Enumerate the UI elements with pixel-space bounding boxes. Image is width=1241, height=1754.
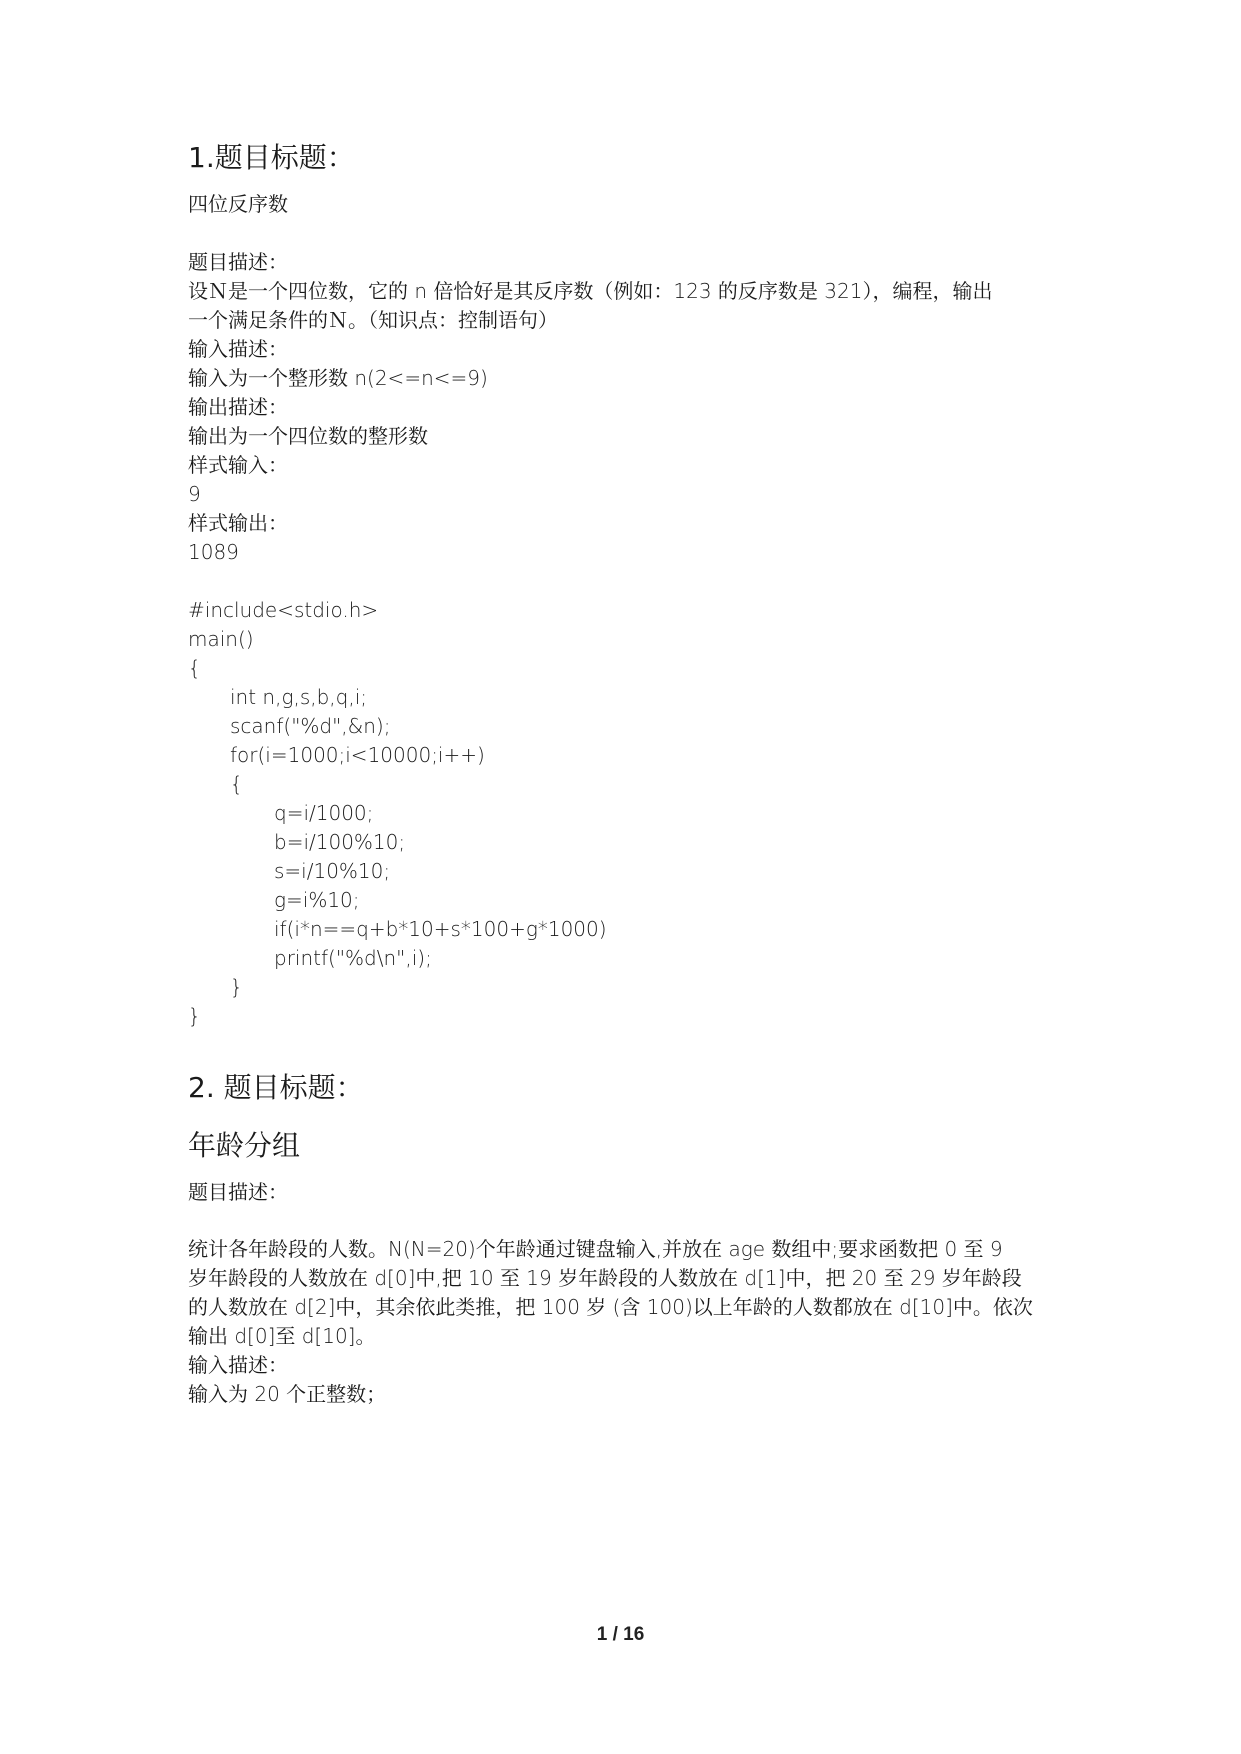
section-1-sample-input-label: 样式输入： bbox=[188, 453, 288, 477]
section-2-desc-line: 岁年龄段的人数放在 d[0]中,把 10 至 19 岁年龄段的人数放在 d[1]中，把 20 至 29 岁年龄段 bbox=[188, 1266, 1022, 1290]
section-1-input-text: 输入为一个整形数 n(2<=n<=9) bbox=[188, 366, 488, 390]
code-line: scanf("%d",&n); bbox=[230, 714, 391, 738]
section-1-sample-input: 9 bbox=[188, 482, 201, 506]
section-1-desc-line: 设Ｎ是一个四位数，它的 n 倍恰好是其反序数（例如：123 的反序数是 321），编程，输出 bbox=[188, 279, 993, 303]
page-number: 1 / 16 bbox=[596, 1624, 645, 1645]
code-line: printf("%d\n",i); bbox=[274, 946, 432, 970]
code-line: g=i%10; bbox=[274, 888, 360, 912]
section-1-sample-output: 1089 bbox=[188, 540, 239, 564]
code-line: for(i=1000;i<10000;i++) bbox=[230, 743, 485, 767]
code-line: s=i/10%10; bbox=[274, 859, 391, 883]
code-line: int n,g,s,b,q,i; bbox=[230, 685, 368, 709]
section-1-desc-label: 题目描述： bbox=[188, 250, 288, 274]
section-1-sample-output-label: 样式输出： bbox=[188, 511, 288, 535]
code-line: } bbox=[188, 1004, 201, 1028]
code-line: } bbox=[230, 975, 243, 999]
code-line: { bbox=[188, 656, 201, 680]
section-2-desc-line: 的人数放在 d[2]中，其余依此类推，把 100 岁 (含 100)以上年龄的人数都放在 d[10]中。依次 bbox=[188, 1295, 1033, 1319]
section-1-output-label: 输出描述： bbox=[188, 395, 288, 419]
section-1-input-label: 输入描述： bbox=[188, 337, 288, 361]
code-line: #include<stdio.h> bbox=[188, 598, 379, 622]
section-1-output-text: 输出为一个四位数的整形数 bbox=[188, 424, 428, 448]
code-line: if(i*n==q+b*10+s*100+g*1000) bbox=[274, 917, 607, 941]
code-line: q=i/1000; bbox=[274, 801, 374, 825]
code-line: main() bbox=[188, 627, 254, 651]
code-line: { bbox=[230, 772, 243, 796]
code-line: b=i/100%10; bbox=[274, 830, 406, 854]
section-1-title: 1.题目标题： bbox=[188, 141, 355, 174]
section-2-title: 2. 题目标题： bbox=[188, 1071, 364, 1104]
section-2-desc-label: 题目描述： bbox=[188, 1180, 288, 1204]
section-2-desc-line: 输出 d[0]至 d[10]。 bbox=[188, 1324, 376, 1348]
section-2-input-text: 输入为 20 个正整数； bbox=[188, 1382, 387, 1406]
section-1-desc-line: 一个满足条件的Ｎ。（知识点：控制语句） bbox=[188, 308, 558, 332]
section-2-subtitle: 年龄分组 bbox=[188, 1129, 301, 1162]
section-1-subtitle: 四位反序数 bbox=[188, 192, 288, 216]
section-2-desc-line: 统计各年龄段的人数。N(N=20)个年龄通过键盘输入,并放在 age 数组中;要求函数把 0 至 9 bbox=[188, 1237, 1003, 1261]
section-2-input-label: 输入描述： bbox=[188, 1353, 288, 1377]
